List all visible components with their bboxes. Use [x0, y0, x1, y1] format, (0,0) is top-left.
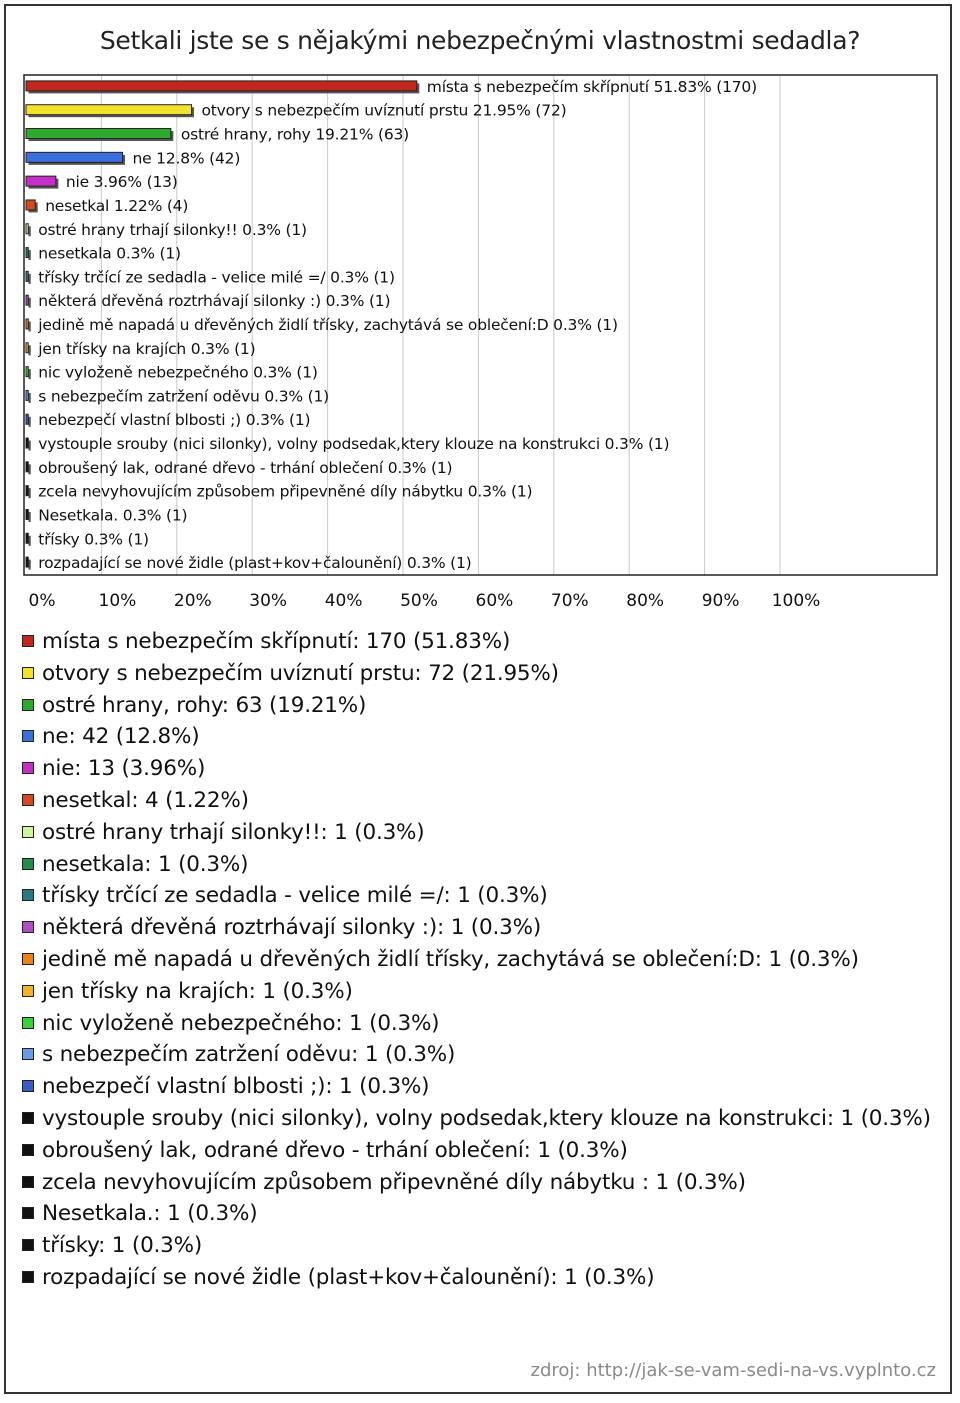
legend-swatch [22, 1207, 34, 1219]
legend-item [22, 723, 937, 751]
legend-label: rozpadající se nové židle (plast+kov+čalounění): 1 (0.3%) [42, 1264, 655, 1290]
bar [26, 129, 171, 139]
bar-shadow [29, 369, 31, 379]
legend-swatch [22, 953, 34, 965]
bar-shadow [29, 560, 31, 570]
legend-label: nie: 13 (3.96%) [42, 756, 206, 782]
bar-label: třísky trčící ze sedadla - velice milé =/ 0.3% (1) [38, 268, 395, 287]
bar [26, 271, 28, 281]
legend-swatch [22, 1271, 34, 1283]
bar-label: nesetkal 1.22% (4) [45, 196, 189, 215]
x-tick-label: 80% [626, 591, 665, 611]
x-tick-label: 20% [173, 591, 212, 611]
legend-item [22, 1073, 937, 1101]
bar-label: ostré hrany trhají silonky!! 0.3% (1) [38, 220, 307, 239]
legend-item [22, 1169, 937, 1197]
bar [26, 414, 28, 424]
legend-item [22, 660, 937, 688]
bar [26, 367, 28, 377]
x-tick-label: 40% [324, 591, 363, 611]
legend-item [22, 1232, 937, 1260]
bar-label: nic vyloženě nebezpečného 0.3% (1) [38, 363, 318, 382]
legend-item [22, 1041, 937, 1069]
x-tick-label: 70% [550, 591, 589, 611]
legend-swatch [22, 985, 34, 997]
bar [26, 224, 28, 234]
legend-swatch [22, 699, 34, 711]
x-tick-label: 10% [98, 591, 137, 611]
bar [26, 557, 28, 567]
legend-item [22, 692, 937, 720]
legend-swatch [22, 1112, 34, 1124]
bar-label: nie 3.96% (13) [65, 173, 178, 192]
bar-label: ostré hrany, rohy 19.21% (63) [180, 125, 410, 144]
x-tick-label: 0% [28, 591, 56, 611]
bar-label: rozpadající se nové židle (plast+kov+čalounění) 0.3% (1) [38, 554, 472, 573]
bar-label: zcela nevyhovujícím způsobem připevněné díly nábytku 0.3% (1) [38, 482, 533, 501]
bar [26, 152, 123, 162]
bar-label: obroušený lak, odrané dřevo - trhání oblečení 0.3% (1) [38, 458, 453, 477]
legend-swatch [22, 1176, 34, 1188]
bar-shadow [29, 417, 31, 427]
bar [26, 319, 28, 329]
bar [26, 343, 28, 353]
legend-swatch [22, 762, 34, 774]
bar [26, 438, 28, 448]
legend-item [22, 755, 937, 783]
legend-swatch [22, 1017, 34, 1029]
bar [26, 486, 28, 496]
bar [26, 295, 28, 305]
legend-label: s nebezpečím zatržení oděvu: 1 (0.3%) [42, 1042, 456, 1068]
legend-swatch [22, 1144, 34, 1156]
bar [26, 81, 417, 91]
bar-shadow [29, 274, 31, 284]
bar-label: některá dřevěná roztrhávají silonky :) 0.3% (1) [38, 292, 391, 311]
bar-shadow [29, 441, 31, 451]
legend-label: ostré hrany, rohy: 63 (19.21%) [42, 692, 367, 718]
bar-shadow [29, 536, 31, 546]
legend-label: jedině mě napadá u dřevěných židlí třísky, zachytává se oblečení:D: 1 (0.3%) [42, 946, 859, 972]
legend-label: otvory s nebezpečím uvíznutí prstu: 72 (21.95%) [42, 660, 559, 686]
legend-label: nesetkala: 1 (0.3%) [42, 851, 249, 877]
bar-label: třísky 0.3% (1) [38, 530, 149, 549]
legend-swatch [22, 1048, 34, 1060]
bar [26, 462, 28, 472]
source-note: zdroj: http://jak-se-vam-sedi-na-vs.vyplnto.cz [530, 1360, 936, 1381]
legend-swatch [22, 826, 34, 838]
legend-label: třísky: 1 (0.3%) [42, 1233, 203, 1259]
legend-label: některá dřevěná roztrhávají silonky :): 1 (0.3%) [42, 915, 542, 941]
legend-swatch [22, 635, 34, 647]
legend-label: vystouple srouby (nici silonky), volny podsedak,ktery klouze na konstrukci: 1 (0.3%) [42, 1105, 931, 1131]
legend-item [22, 628, 937, 656]
bar-label: nesetkala 0.3% (1) [38, 244, 181, 263]
legend-item [22, 946, 937, 974]
legend-label: třísky trčící ze sedadla - velice milé =/: 1 (0.3%) [42, 883, 548, 909]
bar [26, 390, 28, 400]
legend-item [22, 914, 937, 942]
legend-item [22, 1010, 937, 1038]
legend-label: ne: 42 (12.8%) [42, 724, 200, 750]
legend-item [22, 978, 937, 1006]
legend-item [22, 882, 937, 910]
bar [26, 509, 28, 519]
bar-chart [0, 0, 960, 625]
bar-shadow [29, 393, 31, 403]
bar-shadow [29, 322, 31, 332]
bar-label: s nebezpečím zatržení oděvu 0.3% (1) [38, 387, 330, 406]
x-tick-label: 90% [701, 591, 740, 611]
bar-shadow [29, 298, 31, 308]
x-tick-label: 50% [400, 591, 438, 611]
legend-item [22, 787, 937, 815]
bar-label: nebezpečí vlastní blbosti ;) 0.3% (1) [38, 411, 311, 430]
bar-shadow [29, 488, 31, 498]
bar-label: jen třísky na krajích 0.3% (1) [38, 339, 256, 358]
bar-shadow [29, 464, 31, 474]
bar-shadow [29, 512, 31, 522]
bar [26, 200, 35, 210]
legend-swatch [22, 858, 34, 870]
bar-label: místa s nebezpečím skřípnutí 51.83% (170) [426, 77, 757, 96]
legend-label: nic vyloženě nebezpečného: 1 (0.3%) [42, 1010, 440, 1036]
bar-shadow [29, 226, 31, 236]
legend-swatch [22, 667, 34, 679]
bar-label: Nesetkala. 0.3% (1) [38, 506, 188, 525]
x-tick-label: 30% [249, 591, 288, 611]
legend-swatch [22, 730, 34, 742]
bar [26, 248, 28, 258]
legend-item [22, 819, 937, 847]
bar [26, 533, 28, 543]
chart-legend [22, 628, 937, 1296]
bar [26, 176, 56, 186]
legend-item [22, 1137, 937, 1165]
legend-swatch [22, 1239, 34, 1251]
legend-label: nebezpečí vlastní blbosti ;): 1 (0.3%) [42, 1074, 430, 1100]
bar-label: otvory s nebezpečím uvíznutí prstu 21.95% (72) [201, 101, 567, 120]
bar-label: ne 12.8% (42) [132, 149, 241, 168]
legend-swatch [22, 889, 34, 901]
legend-swatch [22, 794, 34, 806]
chart-title: Setkali jste se s nějakými nebezpečnými vlastnostmi sedadla? [99, 26, 861, 55]
legend-label: ostré hrany trhají silonky!!: 1 (0.3%) [42, 819, 425, 845]
x-tick-label: 60% [475, 591, 514, 611]
bar-shadow [29, 345, 31, 355]
legend-label: Nesetkala.: 1 (0.3%) [42, 1201, 258, 1227]
legend-label: místa s nebezpečím skřípnutí: 170 (51.83%) [42, 629, 511, 654]
legend-label: nesetkal: 4 (1.22%) [42, 787, 249, 813]
legend-item [22, 1105, 937, 1133]
legend-label: obroušený lak, odrané dřevo - trhání oblečení: 1 (0.3%) [42, 1137, 628, 1163]
legend-item [22, 851, 937, 879]
x-tick-label: 100% [771, 591, 821, 611]
legend-swatch [22, 921, 34, 933]
legend-swatch [22, 1080, 34, 1092]
legend-label: zcela nevyhovujícím způsobem připevněné díly nábytku : 1 (0.3%) [42, 1169, 746, 1195]
legend-item [22, 1264, 937, 1292]
bar-label: vystouple srouby (nici silonky), volny podsedak,ktery klouze na konstrukci 0.3% (1) [38, 435, 670, 454]
bar-label: jedině mě napadá u dřevěných židlí třísky, zachytává se oblečení:D 0.3% (1) [38, 316, 618, 334]
legend-item [22, 1200, 937, 1228]
bar-shadow [29, 250, 31, 260]
bar [26, 105, 192, 115]
legend-label: jen třísky na krajích: 1 (0.3%) [42, 978, 353, 1004]
